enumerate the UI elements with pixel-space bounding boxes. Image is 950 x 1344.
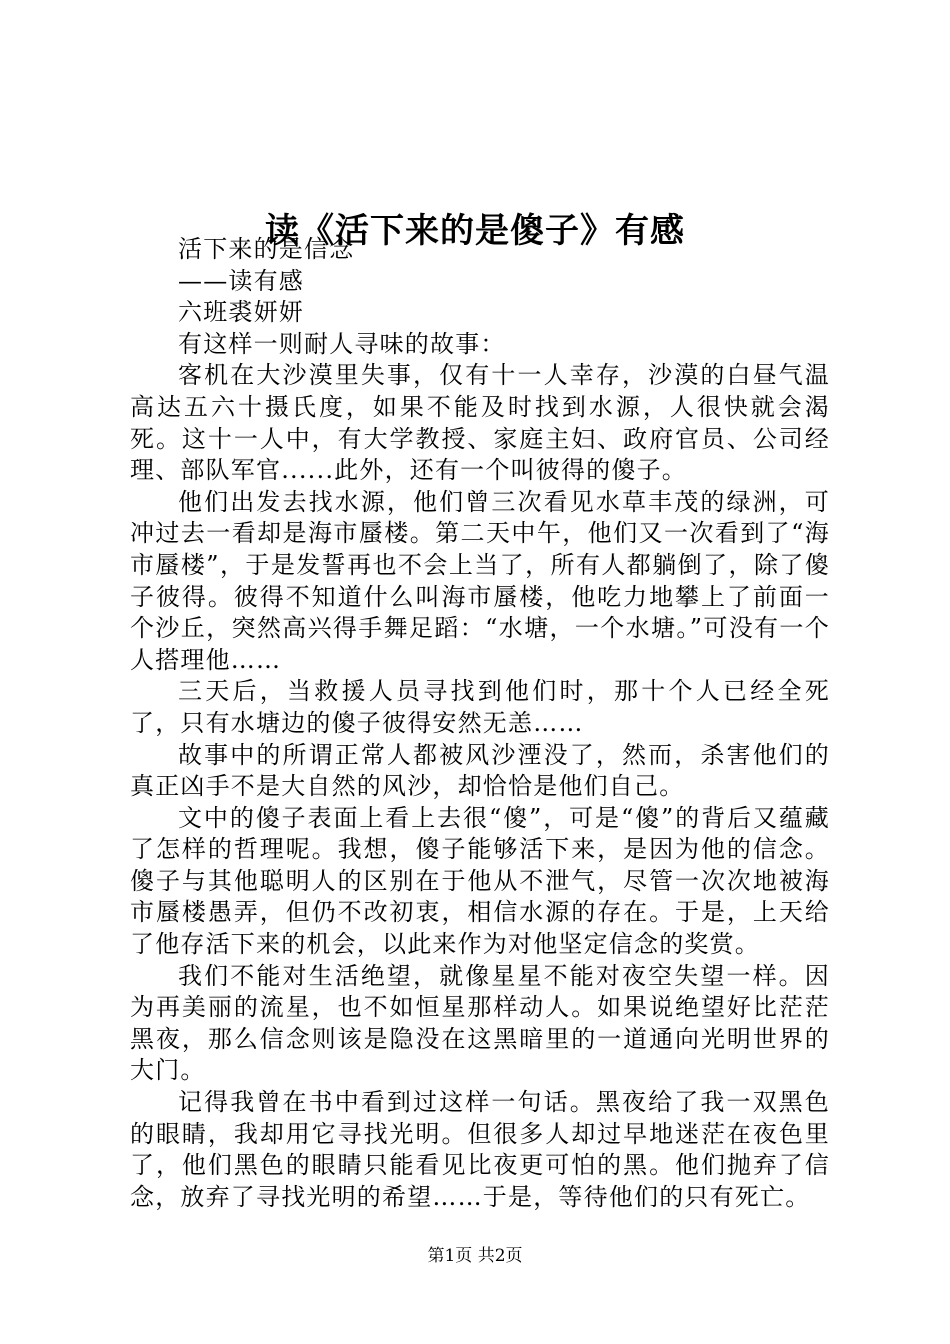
page-title: 读《活下来的是傻子》有感: [265, 210, 685, 251]
paragraph: 记得我曾在书中看到过这样一句话。黑夜给了我一双黑色的眼睛，我却用它寻找光明。但很多人却过早地迷茫在夜色里了，他们黑色的眼睛只能看见比夜更可怕的黑。他们抛弃了信念，放弃了寻找光明的希望……于是，等待他们的只有死亡。: [130, 1088, 830, 1211]
paragraph: 文中的傻子表面上看上去很“傻”，可是“傻”的背后又蕴藏了怎样的哲理呢。我想，傻子能够活下来，是因为他的信念。傻子与其他聪明人的区别在于他从不泄气，尽管一次次地被海市蜃楼愚弄，但仍不改初衷，相信水源的存在。于是，上天给了他存活下来的机会，以此来作为对他坚定信念的奖赏。: [130, 803, 830, 959]
paragraph: 故事中的所谓正常人都被风沙湮没了，然而，杀害他们的真正凶手不是大自然的风沙，却恰恰是他们自己。: [130, 740, 830, 801]
paragraph: 三天后，当救援人员寻找到他们时，那十个人已经全死了，只有水塘边的傻子彼得安然无恙……: [130, 677, 830, 737]
paragraph: 六班裘妍妍: [178, 298, 304, 327]
paragraph: ——读有感: [178, 266, 304, 295]
document-body: [130, 234, 830, 1213]
paragraph: 我们不能对生活绝望，就像星星不能对夜空失望一样。因为再美丽的流星，也不如恒星那样动人。如果说绝望好比茫茫黑夜，那么信念则该是隐没在这黑暗里的一道通向光明世界的大门。: [130, 961, 830, 1085]
paragraph: 活下来的是信念: [178, 235, 355, 263]
page-footer: 第1页 共2页: [427, 1246, 523, 1266]
paragraph: 他们出发去找水源，他们曾三次看见水草丰茂的绿洲，可冲过去一看却是海市蜃楼。第二天中午，他们又一次看到了“海市蜃楼”，于是发誓再也不会上当了，所有人都躺倒了，除了傻子彼得。彼得不知道什么叫海市蜃楼，他吃力地攀上了前面一个沙丘，突然高兴得手舞足蹈：“水塘，一个水塘。”可没有一个人搭理他……: [130, 487, 830, 674]
paragraph: 客机在大沙漠里失事，仅有十一人幸存，沙漠的白昼气温高达五六十摄氏度，如果不能及时找到水源，人很快就会渴死。这十一人中，有大学教授、家庭主妇、政府官员、公司经理、部队军官......此外，还有一个叫彼得的傻子。: [130, 361, 830, 485]
paragraph: 有这样一则耐人寻味的故事：: [178, 329, 506, 358]
